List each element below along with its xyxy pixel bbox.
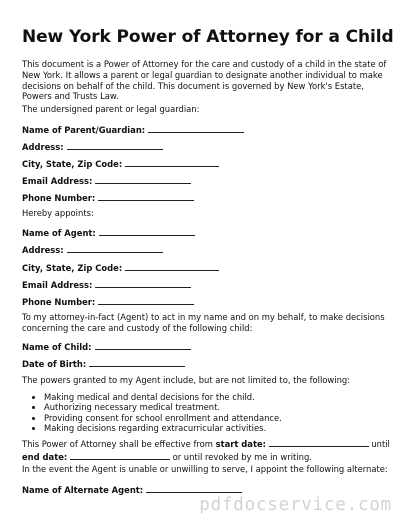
hereby-text: Hereby appoints: [22,208,94,218]
parent-address-blank[interactable] [67,140,163,150]
child-dob-label: Date of Birth: [22,359,87,369]
child-name-field [22,340,191,353]
agent-address-label: Address: [22,245,64,255]
powers-list-item: • Authorizing necessary medical treatment. [44,402,394,412]
parent-phone-blank[interactable] [98,191,194,201]
parent-address-label: Address: [22,142,64,152]
parent-address-field [22,140,163,153]
agent-city-blank[interactable] [125,261,219,271]
start-date-blank[interactable] [269,437,369,447]
agent-city-label: City, State, Zip Code: [22,263,123,273]
child-name-blank[interactable] [95,340,191,350]
agent-name-blank[interactable] [99,226,195,236]
act-text: To my attorney-in-fact (Agent) to act in my name and on my behalf, to make decisions concerning the care and custody of the following child: [22,312,385,333]
parent-city-field [22,157,219,170]
agent-phone-blank[interactable] [98,295,194,305]
end-date-label: end date: [22,451,68,462]
parent-name-field [22,123,244,136]
agent-email-field [22,278,191,291]
child-dob-blank[interactable] [89,357,185,367]
powers-list [22,392,394,433]
agent-email-blank[interactable] [95,278,191,288]
intro-paragraph: This document is a Power of Attorney for the care and custody of a child in the state of New York. It allows a parent or legal guardian to designate another individual to make decisions on behalf of the child. This document is governed by New York's Estate, Powers and Trusts Law. [22,59,387,102]
powers-list-item: • Making medical and dental decisions for the child. [44,392,394,402]
alternate-name-label: Name of Alternate Agent: [22,485,144,495]
agent-phone-field [22,295,194,308]
agent-name-field [22,226,195,239]
end-date-blank[interactable] [70,450,170,460]
powers-intro: The powers granted to my Agent include, but are not limited to, the following: [22,375,351,385]
watermark: pdfdocservice.com [199,495,392,515]
parent-name-label: Name of Parent/Guardian: [22,125,146,135]
effective-suffix: or until revoked by me in writing. [172,451,312,462]
agent-name-label: Name of Agent: [22,228,96,238]
parent-email-field [22,174,191,187]
effective-paragraph [22,437,390,463]
alternate-text: In the event the Agent is unable or unwilling to serve, I appoint the following alternate: [22,464,388,474]
parent-city-blank[interactable] [125,157,219,167]
agent-email-label: Email Address: [22,280,93,290]
child-dob-field [22,357,185,370]
effective-until: until [371,439,390,449]
agent-phone-label: Phone Number: [22,297,96,307]
undersigned-text: The undersigned parent or legal guardian: [22,104,200,114]
parent-name-blank[interactable] [148,123,244,133]
parent-email-label: Email Address: [22,176,93,186]
parent-phone-label: Phone Number: [22,193,96,203]
agent-address-field [22,243,163,256]
agent-address-blank[interactable] [67,243,163,253]
child-name-label: Name of Child: [22,342,92,352]
document-title: New York Power of Attorney for a Child [22,27,394,47]
agent-city-field [22,261,219,274]
parent-city-label: City, State, Zip Code: [22,159,123,169]
effective-prefix: This Power of Attorney shall be effective from [22,439,216,449]
parent-email-blank[interactable] [95,174,191,184]
alternate-name-blank[interactable] [146,483,242,493]
parent-phone-field [22,191,194,204]
powers-list-item: • Making decisions regarding extracurricular activities. [44,423,394,433]
powers-list-item: • Providing consent for school enrollment and attendance. [44,413,394,423]
start-date-label: start date: [215,439,266,449]
